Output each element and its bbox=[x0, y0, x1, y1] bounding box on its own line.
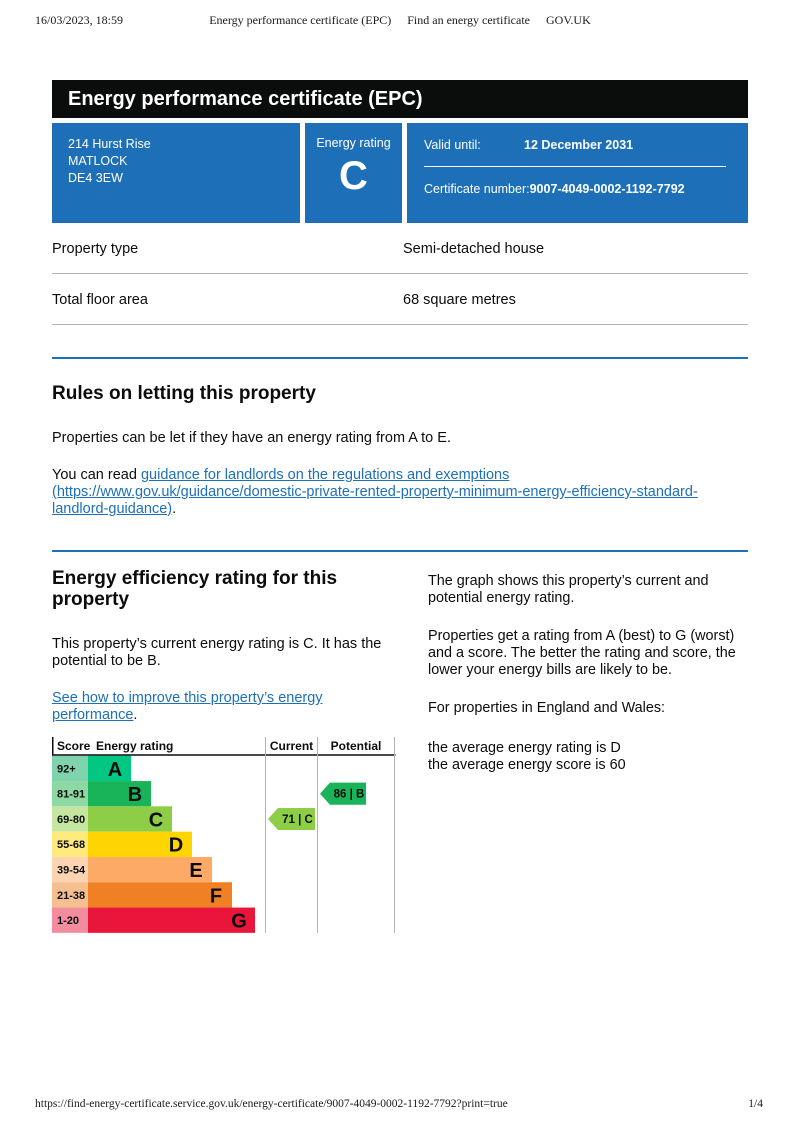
average-rating-line: the average energy rating is D bbox=[428, 740, 621, 756]
band-letter: G bbox=[231, 910, 247, 933]
valid-until-row bbox=[424, 138, 726, 152]
current-rating-paragraph: This property’s current energy rating is C. It has the potential to be B. bbox=[52, 636, 382, 669]
rating-section-left-column bbox=[52, 552, 402, 939]
certificate-summary bbox=[52, 123, 748, 223]
address-line-3: DE4 3EW bbox=[68, 171, 123, 185]
table-row bbox=[52, 223, 748, 274]
address-line-1: 214 Hurst Rise bbox=[68, 137, 151, 151]
band-letter: C bbox=[148, 809, 164, 832]
potential-rating-arrow-label: 86 | B bbox=[333, 788, 365, 801]
floor-area-label: Total floor area bbox=[52, 292, 148, 308]
score-range-label: 39-54 bbox=[57, 864, 86, 877]
certificate-number-label: Certificate number: bbox=[424, 182, 530, 196]
band-letter: A bbox=[107, 758, 123, 781]
rating-section bbox=[52, 552, 748, 939]
score-range-label: 81-91 bbox=[57, 788, 86, 801]
graph-header-current: Current bbox=[269, 739, 314, 753]
graph-header-score: Score bbox=[57, 739, 91, 753]
guidance-paragraph bbox=[52, 467, 748, 518]
browser-print-footer bbox=[35, 1098, 763, 1110]
print-title-part-1: Energy performance certificate (EPC) bbox=[209, 13, 392, 27]
score-range-label: 55-68 bbox=[57, 839, 86, 852]
print-title-part-2: Find an energy certificate bbox=[407, 13, 530, 27]
current-rating-arrow-label: 71 | C bbox=[282, 814, 313, 826]
average-ratings-list bbox=[428, 740, 748, 773]
energy-rating-label: Energy rating bbox=[316, 136, 391, 150]
guidance-text-prefix: You can read bbox=[52, 467, 141, 483]
valid-until-label: Valid until: bbox=[424, 138, 481, 152]
guidance-text-suffix: . bbox=[172, 501, 177, 517]
rating-section-heading: Energy efficiency rating for this property bbox=[52, 568, 338, 610]
improve-paragraph bbox=[52, 690, 402, 724]
score-range-label: 1-20 bbox=[57, 915, 80, 928]
property-address bbox=[52, 123, 300, 223]
print-footer-url: https://find-energy-certificate.service.gov.uk/energy-certificate/9007-4049-0002-1192-7792?print=true bbox=[35, 1098, 508, 1110]
table-row bbox=[52, 274, 748, 325]
epc-rating-graph bbox=[52, 737, 402, 939]
band-letter: B bbox=[127, 784, 143, 807]
certificate-number-row bbox=[424, 182, 726, 196]
print-datetime: 16/03/2023, 18:59 bbox=[35, 13, 124, 27]
certificate-number-value: 9007-4049-0002-1192-7792 bbox=[529, 182, 685, 196]
band-letter: E bbox=[189, 859, 203, 882]
energy-rating-box bbox=[305, 123, 402, 223]
energy-rating-value: C bbox=[339, 154, 368, 198]
address-line-2: MATLOCK bbox=[68, 154, 128, 168]
validity-divider bbox=[424, 166, 726, 167]
score-range-label: 21-38 bbox=[57, 889, 86, 902]
landlord-guidance-link[interactable]: guidance for landlords on the regulations and exemptions (https://www.gov.uk/guidance/domestic-private-rented-property-minimum-energy-efficiency-standard-landlord-guidance) bbox=[52, 467, 698, 517]
rules-section-heading: Rules on letting this property bbox=[52, 383, 316, 404]
band-g bbox=[88, 908, 255, 933]
band-letter: F bbox=[209, 885, 223, 908]
print-title-part-3: GOV.UK bbox=[545, 13, 591, 27]
score-range-label: 92+ bbox=[57, 763, 76, 776]
rules-paragraph: Properties can be let if they have an energy rating from A to E. bbox=[52, 430, 451, 446]
certificate-page bbox=[52, 80, 748, 939]
average-score-line: the average energy score is 60 bbox=[428, 756, 626, 773]
validity-box bbox=[407, 123, 748, 223]
score-range-label: 69-80 bbox=[57, 813, 86, 826]
property-type-label: Property type bbox=[52, 241, 139, 257]
graph-header-energy-rating: Energy rating bbox=[96, 739, 174, 753]
section-divider bbox=[52, 357, 748, 359]
print-page-indicator: 1/4 bbox=[748, 1098, 763, 1110]
improve-performance-link[interactable]: See how to improve this property’s energy performance bbox=[52, 690, 323, 723]
rating-scale-paragraph: Properties get a rating from A (best) to G (worst) and a score. The better the rating and score, the lower your energy bills are likely to be. bbox=[428, 628, 736, 678]
graph-header-potential: Potential bbox=[330, 739, 382, 753]
graph-explainer-paragraph: The graph shows this property’s current and potential energy rating. bbox=[428, 573, 709, 606]
rating-section-right-column bbox=[428, 552, 748, 939]
property-type-value: Semi-detached house bbox=[403, 241, 545, 257]
valid-until-value: 12 December 2031 bbox=[524, 138, 634, 152]
floor-area-value: 68 square metres bbox=[403, 292, 516, 308]
page-title: Energy performance certificate (EPC) bbox=[52, 80, 748, 118]
epc-rating-graph-svg bbox=[52, 737, 396, 934]
browser-print-header bbox=[0, 13, 800, 29]
band-letter: D bbox=[168, 834, 184, 857]
improve-link-suffix: . bbox=[133, 707, 138, 723]
england-wales-paragraph: For properties in England and Wales: bbox=[428, 700, 666, 716]
